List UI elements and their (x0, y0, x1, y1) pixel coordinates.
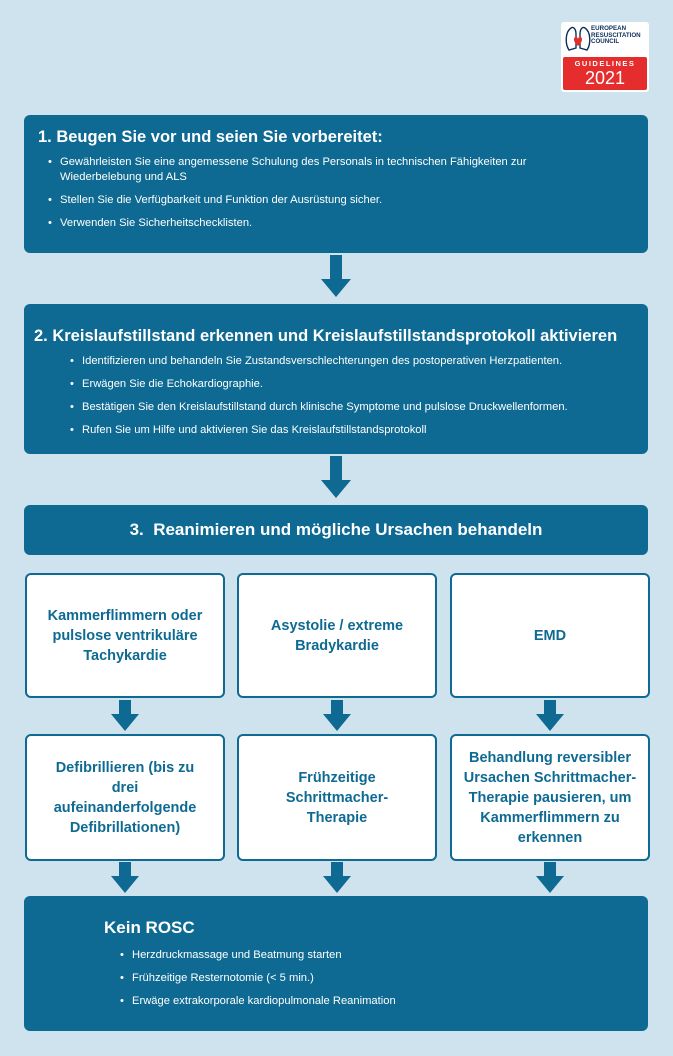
logo-line-3: COUNCIL (591, 38, 620, 46)
arrow-down-reversible (536, 862, 564, 894)
step2-bullet-1: • Identifizieren und behandeln Sie Zustandsverschlechterungen des postoperativen Herzpatienten. (68, 354, 638, 369)
logo-badge (563, 57, 647, 90)
rhythm-box-emd (450, 573, 650, 698)
logo-line-2: RESUSCITATION (591, 31, 641, 39)
no-rosc-box (24, 896, 648, 1031)
action-box-defib (25, 734, 225, 861)
rhythm-box-vf (25, 573, 225, 698)
erc-guidelines-logo (561, 22, 649, 92)
logo-year: 2021 (584, 68, 626, 88)
action-box-pacing (237, 734, 437, 861)
action-box-reversible (450, 734, 650, 861)
step2-bullet-3: • Bestätigen Sie den Kreislaufstillstand durch klinische Symptome und pulslose Druckwellenformen. (68, 400, 638, 415)
rhythm-box-asystole (237, 573, 437, 698)
arrow-down-1 (321, 255, 351, 299)
action-label-defib: Defibrillieren (bis zu drei aufeinanderfolgende Defibrillationen) (53, 759, 197, 836)
step1-bullet-2: • Stellen Sie die Verfügbarkeit und Funktion der Ausrüstung sicher. (46, 193, 594, 208)
rhythm-label-asystole: Asystolie / extreme Bradykardie (270, 617, 404, 654)
rhythm-label-vf: Kammerflimmern oder pulslose ventrikuläre Tachykardie (47, 607, 203, 664)
arrow-down-defib (111, 862, 139, 894)
no-rosc-bullet-1: • Herzdruckmassage und Beatmung starten (118, 948, 648, 963)
arrow-down-2 (321, 456, 351, 500)
step1-bullet-1: • Gewährleisten Sie eine angemessene Schulung des Personals in technischen Fähigkeiten zur Wiederbelebung und ALS (46, 155, 594, 185)
arrow-down-pacing (323, 862, 351, 894)
step1-title: 1. Beugen Sie vor und seien Sie vorbereitet: (38, 128, 383, 146)
rhythm-label-emd: EMD (533, 627, 567, 644)
arrow-down-vf (111, 700, 139, 732)
no-rosc-bullet-3: • Erwäge extrakorporale kardiopulmonale Reanimation (118, 994, 648, 1009)
arrow-down-emd (536, 700, 564, 732)
logo-guidelines: GUIDELINES (574, 59, 636, 68)
step3-box (24, 505, 648, 555)
action-label-pacing: Frühzeitige Schrittmacher- Therapie (285, 769, 389, 826)
action-label-reversible: Behandlung reversibler Ursachen Schrittmacher-Therapie pausieren, um Kammerflimmern zu erkennen (463, 749, 637, 846)
step1-bullet-3: • Verwenden Sie Sicherheitschecklisten. (46, 216, 594, 231)
logo-line-1: EUROPEAN (591, 25, 627, 32)
step2-bullet-2: • Erwägen Sie die Echokardiographie. (68, 377, 638, 392)
step3-title: 3. Reanimieren und mögliche Ursachen behandeln (129, 520, 543, 539)
step2-box (24, 304, 648, 454)
step1-box (24, 115, 648, 253)
no-rosc-bullet-2: • Frühzeitige Resternotomie (< 5 min.) (118, 971, 648, 986)
arrow-down-asystole (323, 700, 351, 732)
step2-title: 2. Kreislaufstillstand erkennen und Kreislaufstillstandsprotokoll aktivieren (34, 327, 618, 345)
no-rosc-title: Kein ROSC (104, 918, 195, 937)
step2-bullet-4: • Rufen Sie um Hilfe und aktivieren Sie das Kreislaufstillstandsprotokoll (68, 423, 638, 438)
